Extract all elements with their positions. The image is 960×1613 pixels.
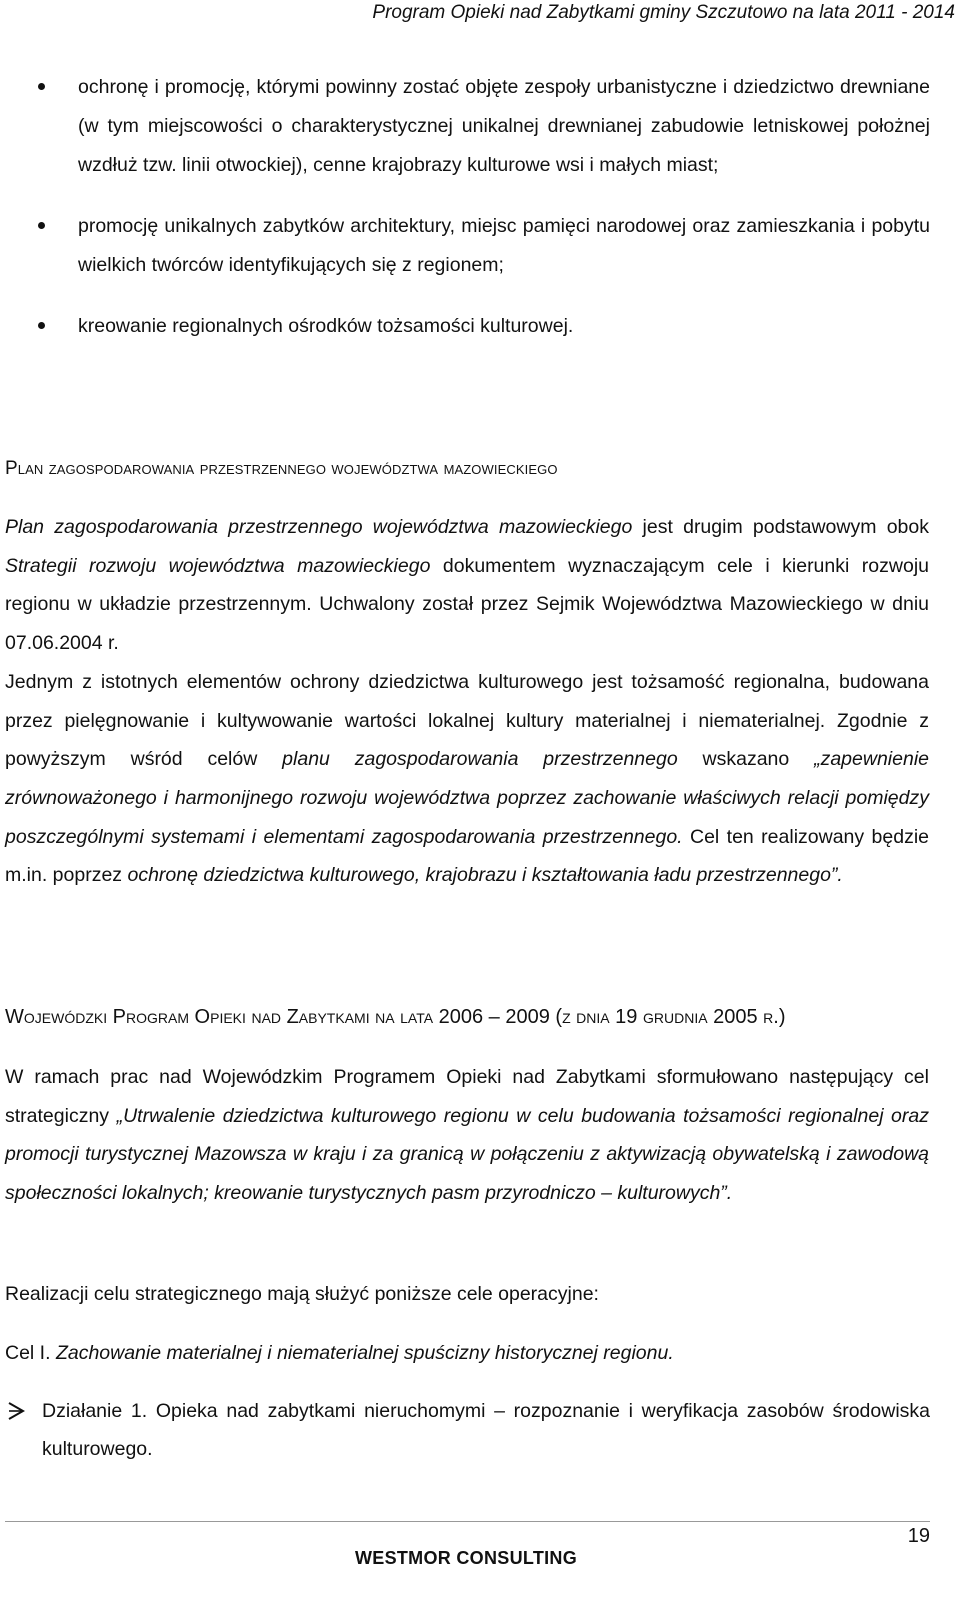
list-item — [0, 207, 930, 285]
list-item — [0, 307, 930, 346]
text-italic: ochronę dziedzictwa kulturowego, krajobrazu i kształtowania ładu przestrzennego”. — [127, 864, 843, 887]
list-item-text: kreowanie regionalnych ośrodków tożsamości kulturowej. — [78, 315, 574, 337]
text: jest drugim podstawowym obok — [632, 516, 929, 538]
list-item-text: ochronę i promocję, którymi powinny zostać objęte zespoły urbanistyczne i dziedzictwo drewniane (w tym miejscowości o charakterystycznej unikalnej drewnianej zabudowie letniskowej położnej wzdłuż tzw. linii otwockiej), cenne krajobrazy kulturowe wsi i małych miast; — [78, 76, 930, 176]
text: Cel ten realizowany będzie m.in. poprzez — [5, 825, 930, 887]
section-heading-program: Wojewódzki Program Opieki nad Zabytkami na lata 2006 – 2009 (z dnia 19 grudnia 2005 r.) — [5, 1006, 786, 1028]
bullet-icon — [38, 222, 45, 229]
text-italic: planu zagospodarowania przestrzennego — [282, 748, 678, 771]
list-item — [0, 68, 930, 185]
text-italic: „zapewnienie zrównoważonego i harmonijnego rozwoju województwa poprzez zachowanie właściwych relacji pomiędzy poszczególnymi systemami i elementami zagospodarowania przestrzennego. — [5, 748, 929, 848]
arrow-bullet-icon — [7, 1401, 25, 1421]
text: wskazano — [677, 748, 815, 771]
section-heading-plan: Plan zagospodarowania przestrzennego województwa mazowieckiego — [5, 458, 558, 479]
text: dokumentem wyznaczającym cele i kierunki rozwoju regionu w układzie przestrzennym. Uchwalony został przez Sejmik Województwa Mazowieckiego w dniu 07.06.2004 r. — [5, 554, 929, 655]
text-italic: Plan zagospodarowania przestrzennego województwa mazowieckiego — [5, 516, 633, 538]
footer-divider — [5, 1521, 930, 1522]
page-number: 19 — [907, 1525, 930, 1547]
paragraph-goal-1 — [5, 1334, 929, 1373]
footer-company: WESTMOR CONSULTING — [354, 1548, 578, 1568]
paragraph-plan — [5, 508, 929, 895]
action-item — [5, 1392, 930, 1468]
bullet-icon — [38, 322, 45, 329]
bullet-list — [0, 68, 930, 368]
text-italic: Strategii rozwoju województwa mazowieckiego — [5, 554, 431, 577]
list-item-text: promocję unikalnych zabytków architektury, miejsc pamięci narodowej oraz zamieszkania i pobytu wielkich twórców identyfikujących się z regionem; — [78, 215, 930, 276]
text: Jednym z istotnych elementów ochrony dziedzictwa kulturowego jest tożsamość regionalna, budowana przez pielęgnowanie i kultywowanie wartości lokalnej kultury materialnej i niematerialnej. Zgodnie z powyższym wśród celów — [5, 670, 929, 771]
text: W ramach prac nad Wojewódzkim Programem Opieki nad Zabytkami sformułowano następujący cel strategiczny — [5, 1066, 929, 1127]
text-italic: „Utrwalenie dziedzictwa kulturowego regionu w celu budowania tożsamości regionalnej oraz promocji turystycznej Mazowsza w kraju i za granicą w połączeniu z aktywizacją obywatelską i zawodową społeczności lokalnych; kreowanie turystycznych pasm przyrodniczo – kulturowych”. — [5, 1104, 929, 1205]
paragraph-operational-goals: Realizacji celu strategicznego mają służyć poniższe cele operacyjne: — [5, 1283, 599, 1305]
action-text: Działanie 1. Opieka nad zabytkami nieruchomymi – rozpoznanie i weryfikacja zasobów środowiska kulturowego. — [42, 1400, 930, 1460]
text-italic: Zachowanie materialnej i niematerialnej spuścizny historycznej regionu. — [55, 1342, 674, 1364]
text: Cel I. — [5, 1342, 56, 1364]
paragraph-program — [5, 1058, 929, 1213]
page-header: Program Opieki nad Zabytkami gminy Szczutowo na lata 2011 - 2014 — [372, 2, 955, 23]
bullet-icon — [38, 83, 45, 90]
